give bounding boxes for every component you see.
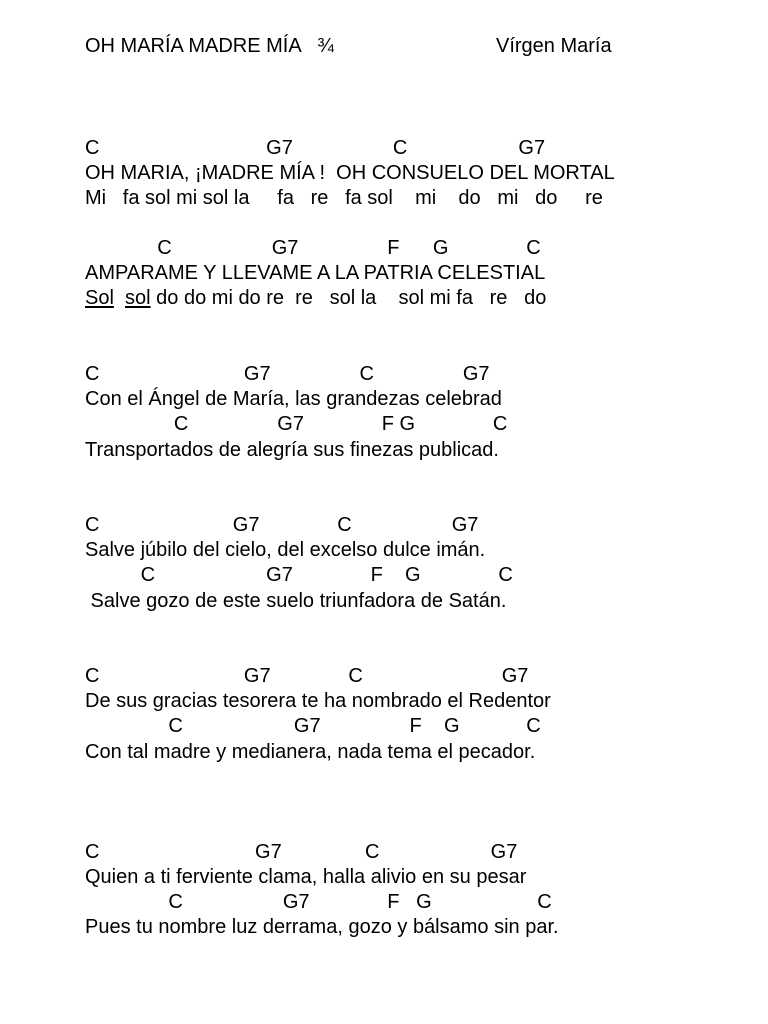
lyric-line: OH MARIA, ¡MADRE MÍA ! OH CONSUELO DEL MORTAL xyxy=(85,162,615,184)
lyric-line: Pues tu nombre luz derrama, gozo y bálsamo sin par. xyxy=(85,916,559,938)
lyric-line: Con el Ángel de María, las grandezas celebrad xyxy=(85,388,502,410)
chord-line: C G7 F G C xyxy=(85,891,552,913)
lyric-line: Salve júbilo del cielo, del excelso dulce imán. xyxy=(85,539,486,561)
chord-line: C G7 C G7 xyxy=(85,665,529,687)
chord-line: C G7 C G7 xyxy=(85,137,546,159)
chord-line: C G7 F G C xyxy=(85,413,508,435)
song-category: Vírgen María xyxy=(496,35,612,57)
solfege-line: Mi fa sol mi sol la fa re fa sol mi do mi do re xyxy=(85,187,603,209)
lyric-line: Salve gozo de este suelo triunfadora de Satán. xyxy=(85,590,507,612)
chord-line: C G7 C G7 xyxy=(85,363,490,385)
chord-line: C G7 C G7 xyxy=(85,841,518,863)
song-title: OH MARÍA MADRE MÍA ¾ xyxy=(85,35,334,57)
chord-line: C G7 F G C xyxy=(85,715,541,737)
lyric-line: AMPARAME Y LLEVAME A LA PATRIA CELESTIAL xyxy=(85,262,546,284)
lyric-line: Con tal madre y medianera, nada tema el pecador. xyxy=(85,741,536,763)
solfege-note-underlined: sol xyxy=(125,287,151,309)
lyric-line: Quien a ti ferviente clama, halla alivio en su pesar xyxy=(85,866,527,888)
lyric-line: Transportados de alegría sus finezas publicad. xyxy=(85,439,499,461)
solfege-notes: do do mi do re re sol la sol mi fa re do xyxy=(156,287,547,309)
lyric-line: De sus gracias tesorera te ha nombrado el Redentor xyxy=(85,690,551,712)
chord-line: C G7 F G C xyxy=(85,237,541,259)
solfege-note-underlined: Sol xyxy=(85,287,114,309)
chord-line: C G7 C G7 xyxy=(85,514,479,536)
chord-line: C G7 F G C xyxy=(85,564,513,586)
solfege-line xyxy=(85,286,546,310)
